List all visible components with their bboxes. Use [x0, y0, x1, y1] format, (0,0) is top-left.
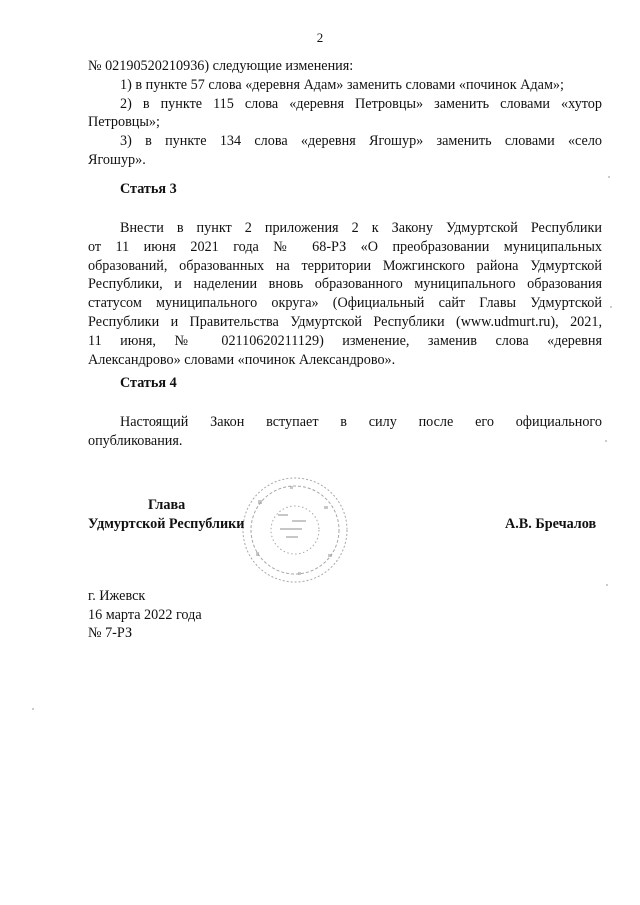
text-line: Александрово» словами «починок Александрово». [88, 351, 396, 368]
text-line: Настоящий Закон вступает в силу после его официального [120, 414, 602, 430]
scan-speck [605, 440, 607, 442]
amendment-item-2: 2) в пункте 115 слова «деревня Петровцы» заменить словами «хутор [120, 95, 602, 112]
article-3-text [88, 219, 602, 369]
scan-speck [608, 176, 610, 178]
text-line: Ягошур». [88, 151, 146, 168]
text-line: статусом муниципального округа» (Официальный сайт Главы Удмуртской [88, 295, 602, 312]
text-line: опубликования. [88, 432, 183, 449]
text-line: Республики, и наделении вновь образованного муниципального образования [88, 276, 602, 293]
text-line: Петровцы»; [88, 114, 160, 131]
article-3-heading: Статья 3 [120, 181, 177, 197]
document-footer [88, 587, 202, 643]
signatory-name: А.В. Бречалов [505, 516, 597, 532]
article-4-text [88, 413, 602, 451]
text-line: 11 июня, № 02110620211129) изменение, заменив слова «деревня [88, 332, 602, 349]
scan-speck [610, 306, 612, 308]
signatory-title-line-2: Удмуртской Республики [88, 516, 245, 532]
scan-speck [606, 584, 608, 586]
text-line: Республики и Правительства Удмуртской Республики (www.udmurt.ru), 2021, [88, 313, 602, 330]
page-number: 2 [316, 30, 324, 45]
amendments-list [88, 57, 602, 170]
article-4-heading: Статья 4 [120, 375, 177, 391]
signatory-title-line-1: Глава [148, 497, 186, 513]
text-line: от 11 июня 2021 года № 68-РЗ «О преобразовании муниципальных [88, 238, 602, 255]
scan-speck [32, 708, 34, 710]
text-line: образований, образованных на территории Можгинского района Удмуртской [88, 257, 602, 274]
amendment-item-3: 3) в пункте 134 слова «деревня Ягошур» заменить словами «село [120, 133, 602, 150]
footer-law-number: № 7-РЗ [88, 625, 133, 641]
footer-city: г. Ижевск [88, 588, 146, 604]
text-line: Внести в пункт 2 приложения 2 к Закону Удмуртской Республики [120, 220, 602, 236]
official-seal-stamp [228, 470, 363, 585]
footer-date: 16 марта 2022 года [88, 606, 202, 623]
amendment-item-1: 1) в пункте 57 слова «деревня Адам» заменить словами «починок Адам»; [120, 76, 564, 93]
text-line: № 02190520210936) следующие изменения: [88, 58, 354, 74]
